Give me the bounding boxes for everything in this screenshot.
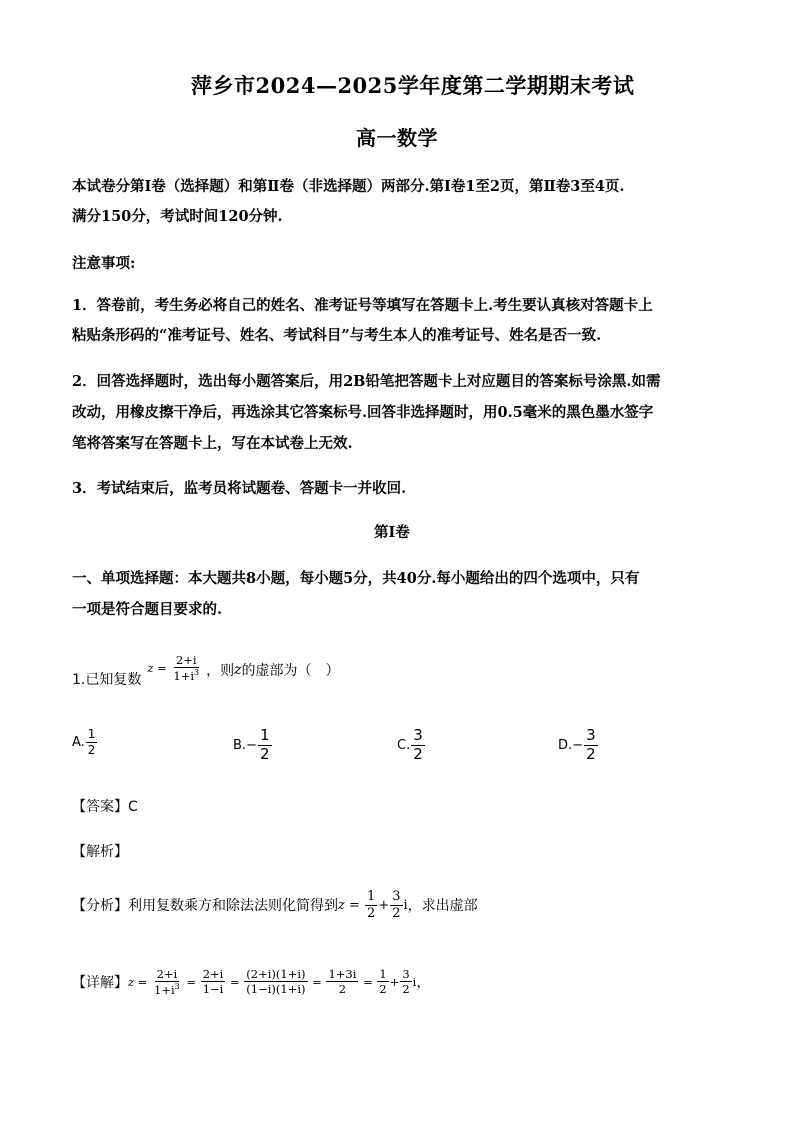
option-a[interactable]: A. $\frac{1}{2}$	[72, 727, 96, 757]
intro-line-1: 本试卷分第Ⅰ卷（选择题）和第Ⅱ卷（非选择题）两部分.第Ⅰ卷1至2页，第Ⅱ卷3至4页.	[72, 178, 625, 195]
option-d[interactable]: D. − $\frac{3}{2}$	[558, 726, 596, 763]
notice-item-2-line-1: 2．回答选择题时，选出每小题答案后，用2B铅笔把答题卡上对应题目的答案标号涂黑.如需	[72, 373, 661, 390]
part1-line-2: 一项是符合题目要求的.	[72, 601, 223, 618]
part1-line-1: 一、单项选择题：本大题共8小题，每小题5分，共40分.每小题给出的四个选项中，只有	[72, 570, 640, 587]
option-b[interactable]: B. − $\frac{1}{2}$	[233, 726, 270, 763]
fenxi-tail: ，求出虚部	[407, 898, 478, 915]
answer-value: C	[128, 799, 138, 815]
answer-line	[72, 796, 138, 816]
analysis-label: 【解析】	[72, 844, 128, 860]
question-1-suffix: ，则	[206, 663, 235, 679]
notice-item-2-line-2: 改动，用橡皮擦干净后，再选涂其它答案标号.回答非选择题时，用0.5毫米的黑色墨水签字	[72, 404, 654, 421]
notice-item-3: 3．考试结束后，监考员将试题卷、答题卡一并收回.	[72, 480, 407, 497]
option-b-fraction: $\frac{1}{2}$	[259, 726, 270, 763]
detail-line	[72, 968, 430, 996]
option-c-fraction: $\frac{3}{2}$	[413, 726, 423, 763]
fenxi-text: 利用复数乘方和除法法则化简得到	[128, 898, 338, 915]
notice-item-1-line-2: 粘贴条形码的“准考证号、姓名、考试科目”与考生本人的准考证号、姓名是否一致.	[72, 327, 602, 344]
option-c[interactable]: C. $\frac{3}{2}$	[397, 726, 423, 763]
detail-label: 【详解】	[72, 974, 128, 991]
fenxi-line	[72, 890, 478, 920]
detail-formula: z = $\frac{2+i}{1+i^3}$ = $\frac{2+i}{1-i}$ = $\frac{(2+i)(1+i)}{(1-i)(1+i)}$ = $\frac{1+3i}{2}$ = $\frac{1}{2}$ + $\frac{3}{2}$ i	[128, 967, 417, 997]
answer-label: 【答案】	[72, 799, 128, 815]
question-1-suffix-2: 的虚部为（ ）	[241, 663, 340, 679]
fenxi-label: 【分析】	[72, 898, 128, 915]
volume-heading: 第Ⅰ卷	[374, 524, 410, 541]
option-a-fraction: $\frac{1}{2}$	[87, 727, 96, 757]
question-1-formula: z = $\frac{2+i}{1+i^3}$	[147, 653, 200, 683]
notice-heading: 注意事项:	[72, 255, 136, 272]
fenxi-formula: z = $\frac{1}{2}$ + $\frac{3}{2}$ i	[338, 889, 408, 921]
question-1-prefix: 1.已知复数	[72, 672, 142, 688]
intro-line-2: 满分150分，考试时间120分钟.	[72, 208, 283, 225]
notice-item-2-line-3: 笔将答案写在答题卡上，写在本试卷上无效.	[72, 435, 353, 452]
detail-tail: ，	[416, 974, 431, 991]
subject-title: 高一数学	[356, 126, 438, 150]
notice-item-1-line-1: 1．答卷前，考生务必将自己的姓名、准考证号等填写在答题卡上.考生要认真核对答题卡上	[72, 297, 653, 314]
option-d-fraction: $\frac{3}{2}$	[586, 726, 596, 763]
question-1: 1.已知复数 z = $\frac{2+i}{1+i^3}$ ，则 z 的虚部为（ ）	[72, 653, 340, 688]
exam-title: 萍乡市2024—2025学年度第二学期期末考试	[191, 73, 635, 98]
